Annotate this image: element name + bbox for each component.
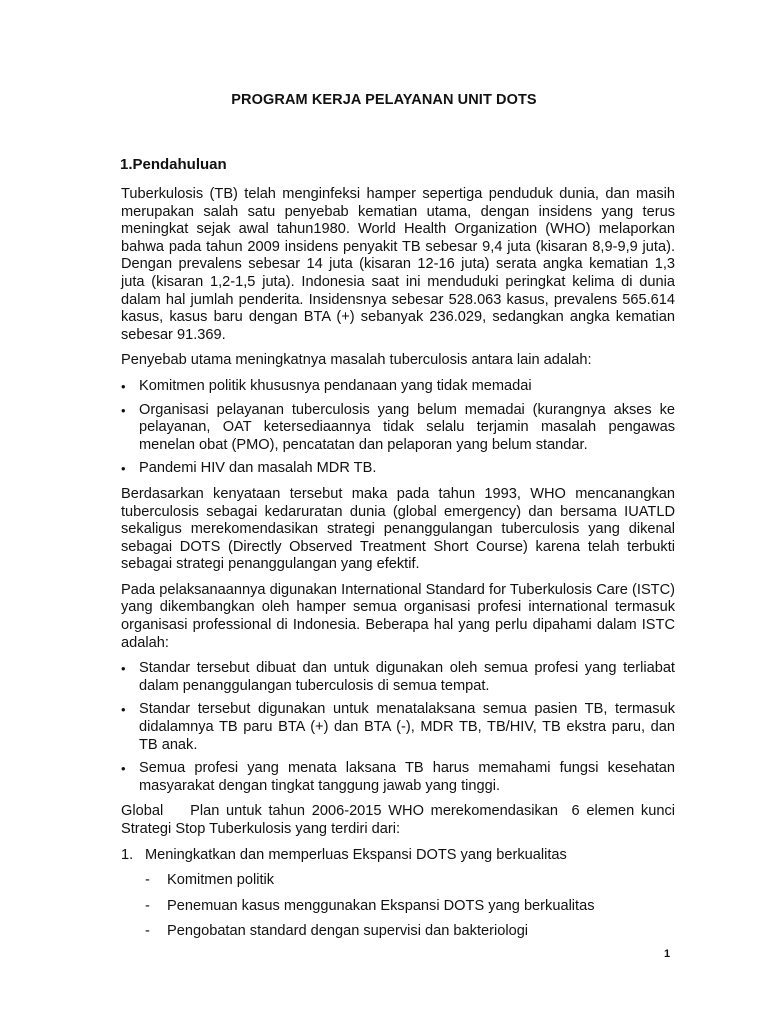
dash-list	[121, 872, 675, 941]
paragraph-causes-intro: Penyebab utama meningkatnya masalah tuberculosis antara lain adalah:	[121, 352, 592, 369]
paragraph-dots: Berdasarkan kenyataan tersebut maka pada tahun 1993, WHO mencanangkan tuberculosis sebagai kedaruratan dunia (global emergency) dan bersama IUATLD sekaligus merekomendasikan strategi penanggulangan tuberculosis yang dikenal sebagai DOTS (Directly Observed Treatment Short Course) karena telah terbukti sebagai strategi penanggulangan yang efektif.	[121, 485, 675, 573]
istc-list	[121, 660, 675, 795]
list-item	[121, 760, 675, 795]
numbered-item-text: Meningkatkan dan memperluas Ekspansi DOTS yang berkualitas	[145, 846, 567, 863]
paragraph-intro: Tuberkulosis (TB) telah menginfeksi hamper sepertiga penduduk dunia, dan masih merupakan salah satu penyebab kematian utama, dengan insidens yang terus meningkat sejak awal tahun1980. World Health Organization (WHO) melaporkan bahwa pada tahun 2009 insidens penyakit TB sebesar 9,4 juta (kisaran 8,9-9,9 juta). Dengan prevalens sebesar 14 juta (kisaran 12-16 juta) serata angka kematian 1,3 juta (kisaran 1,2-1,5 juta). Indonesia saat ini menduduki peringkat kelima di dunia dalam hal jumlah penderita. Insidensnya sebesar 528.063 kasus, prevalens 565.614 kasus, kasus baru dengan BTA (+) sebanyak 236.029, sedangkan angka kematian sebesar 91.369.	[121, 186, 675, 343]
dash-icon: -	[145, 923, 150, 940]
dash-icon: -	[145, 897, 150, 914]
list-item-text: Standar tersebut digunakan untuk menatalaksana semua pasien TB, termasuk didalamnya TB paru BTA (+) dan BTA (-), MDR TB, TB/HIV, TB ekstra paru, dan TB anak.	[139, 701, 675, 753]
bullet-icon: •	[121, 378, 126, 394]
causes-list	[121, 378, 675, 478]
list-item	[121, 378, 675, 396]
document-body	[121, 186, 680, 949]
list-item	[121, 402, 675, 455]
document-title: PROGRAM KERJA PELAYANAN UNIT DOTS	[231, 92, 537, 108]
list-item	[145, 923, 675, 941]
numbered-item	[121, 847, 675, 865]
list-item-text: Komitmen politik khususnya pendanaan yang tidak memadai	[139, 377, 532, 394]
item-number: 1.	[121, 846, 134, 863]
list-item	[121, 460, 675, 478]
bullet-icon: •	[121, 761, 126, 777]
paragraph-global-plan: Global Plan untuk tahun 2006-2015 WHO merekomendasikan 6 elemen kunci Strategi Stop Tuberkulosis yang terdiri dari:	[121, 803, 680, 837]
list-item	[121, 701, 675, 754]
list-item	[121, 660, 675, 695]
section-heading: 1.Pendahuluan	[120, 156, 227, 173]
list-item-text: Penemuan kasus menggunakan Ekspansi DOTS yang berkualitas	[167, 897, 595, 914]
list-item	[145, 898, 675, 916]
dash-icon: -	[145, 872, 150, 889]
list-item-text: Semua profesi yang menata laksana TB harus memahami fungsi kesehatan masyarakat dengan tingkat tanggung jawab yang tinggi.	[139, 760, 675, 794]
list-item	[145, 872, 675, 890]
list-item-text: Organisasi pelayanan tuberculosis yang belum memadai (kurangnya akses ke pelayanan, OAT ketersediaannya tidak selalu terjamin masalah pengawas menelan obat (PMO), pencatatan dan pelaporan yang belum standar.	[139, 401, 675, 453]
list-item-text: Komitmen politik	[167, 872, 275, 889]
bullet-icon: •	[121, 702, 126, 718]
page-number: 1	[664, 948, 671, 960]
paragraph-istc: Pada pelaksanaannya digunakan International Standard for Tuberkulosis Care (ISTC) yang dikembangkan oleh hamper semua organisasi profesi international termasuk organisasi professional di Indonesia. Beberapa hal yang perlu dipahami dalam ISTC adalah:	[121, 581, 675, 651]
bullet-icon: •	[121, 402, 126, 418]
list-item-text: Pengobatan standard dengan supervisi dan bakteriologi	[167, 923, 529, 940]
bullet-icon: •	[121, 461, 126, 477]
bullet-icon: •	[121, 661, 126, 677]
list-item-text: Standar tersebut dibuat dan untuk digunakan oleh semua profesi yang terliabat dalam penanggulangan tuberculosis di semua tempat.	[139, 660, 675, 694]
list-item-text: Pandemi HIV dan masalah MDR TB.	[139, 460, 377, 477]
